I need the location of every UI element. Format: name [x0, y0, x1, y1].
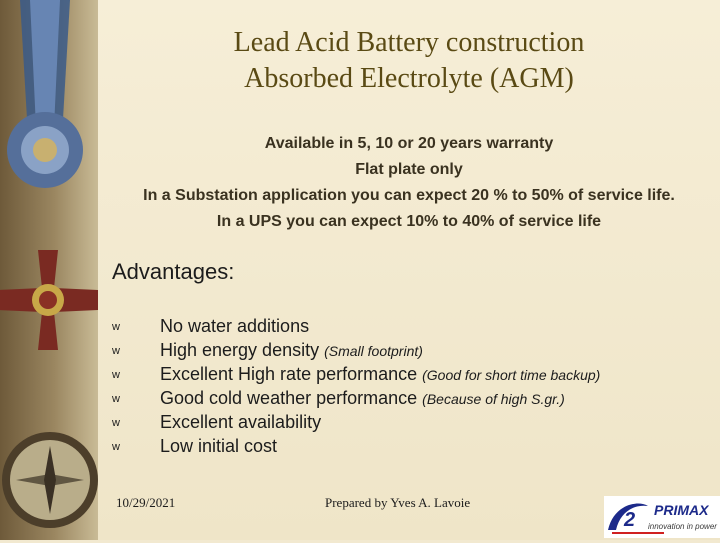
advantage-item [160, 364, 600, 385]
bullet-icon: w [112, 441, 120, 453]
advantage-item [160, 340, 423, 361]
slide [98, 0, 720, 540]
advantage-text: Excellent High rate performance [160, 364, 423, 384]
info-line: Available in 5, 10 or 20 years warranty [264, 135, 554, 152]
advantage-item [160, 316, 309, 337]
bullet-icon: w [112, 321, 120, 333]
bullet-icon: w [112, 369, 120, 381]
info-line: In a Substation application you can expect 20 % to 50% of service life. [143, 187, 675, 204]
advantage-item [160, 436, 277, 457]
footer-author: Prepared by Yves A. Lavoie [325, 495, 471, 510]
advantage-note: (Small footprint) [324, 343, 423, 359]
slide-title-line2: Absorbed Electrolyte (AGM) [244, 63, 574, 94]
decorative-medal-image [0, 0, 98, 540]
svg-text:2: 2 [624, 509, 636, 531]
bullet-icon: w [112, 345, 120, 357]
advantage-note: (Because of high S.gr.) [422, 391, 565, 407]
advantage-item [160, 412, 321, 433]
advantage-text: Excellent availability [160, 412, 322, 432]
logo-tagline: innovation in power [648, 522, 717, 531]
advantage-text: No water additions [160, 316, 310, 336]
advantage-text: Low initial cost [160, 436, 278, 456]
advantage-text: Good cold weather performance [160, 388, 423, 408]
bullet-icon: w [112, 393, 120, 405]
bullet-icon: w [112, 417, 120, 429]
primax-logo [604, 496, 720, 538]
advantage-note: (Good for short time backup) [422, 367, 601, 383]
footer-date: 10/29/2021 [116, 495, 176, 510]
info-line: In a UPS you can expect 10% to 40% of service life [216, 213, 602, 230]
advantage-text: High energy density [160, 340, 325, 360]
advantage-item [160, 388, 565, 409]
advantages-heading: Advantages: [112, 259, 235, 284]
info-line: Flat plate only [355, 161, 463, 178]
logo-name: PRIMAX [654, 502, 709, 518]
slide-title-line1: Lead Acid Battery construction [233, 27, 585, 58]
